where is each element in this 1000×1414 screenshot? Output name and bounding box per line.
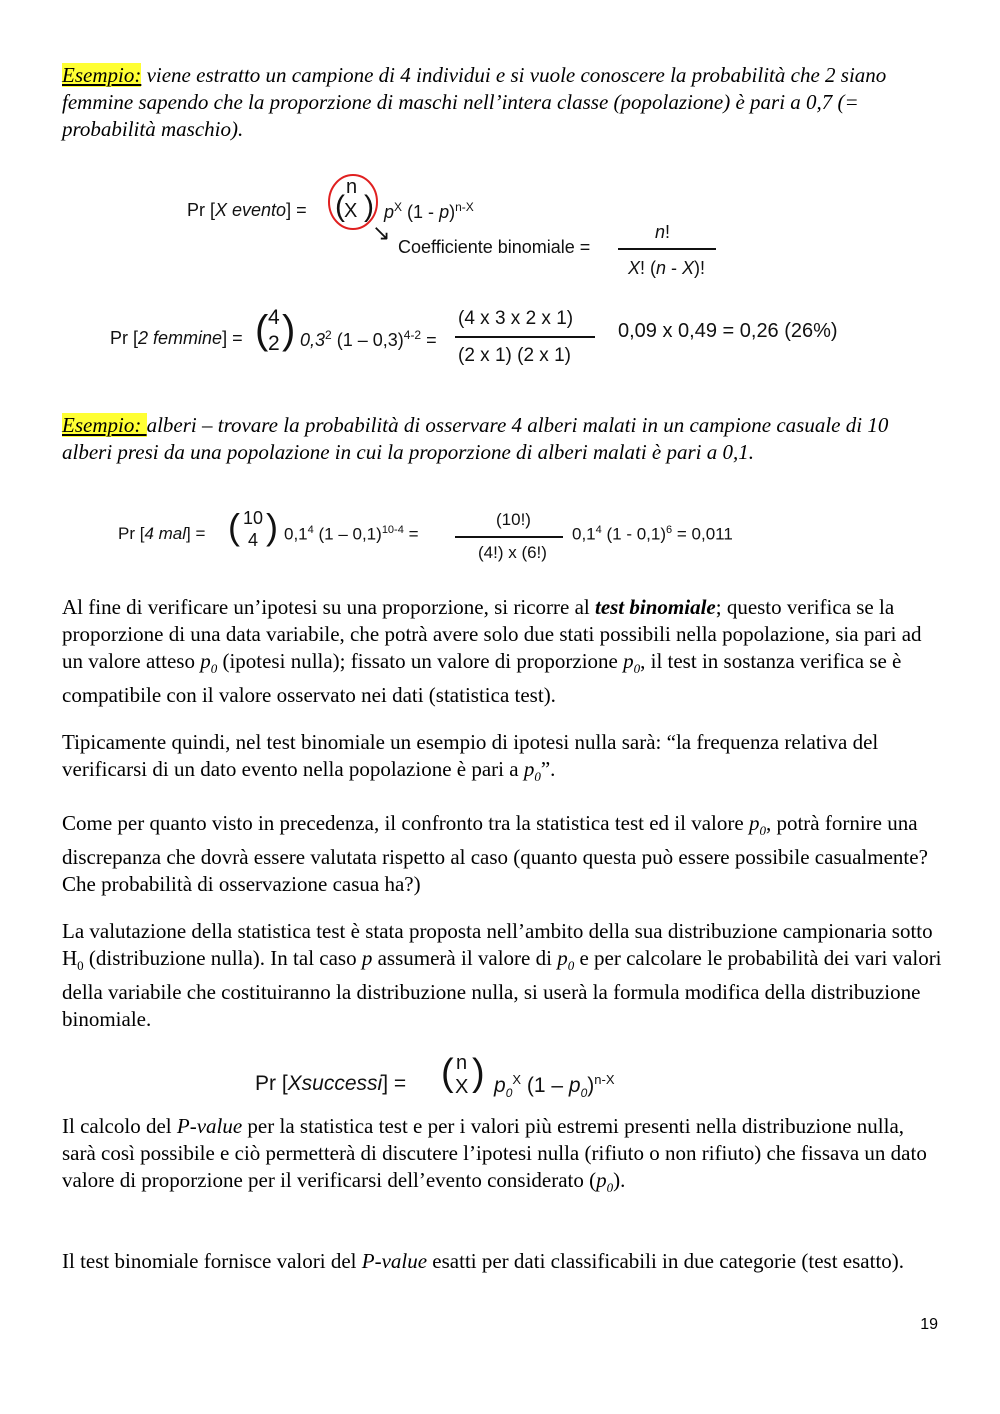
coeff-numerator-n: n: [655, 222, 666, 242]
binom-3-bottom: 4: [248, 530, 259, 550]
formula-1-p2: p: [439, 202, 450, 222]
para4-p0: p: [557, 946, 568, 970]
para4-t4: e per calcolare le probabilità dei vari valori della variabile che costituiranno la distribuzione nulla, si userà la formula modifica della distribuzione binomiale.: [62, 946, 942, 1032]
binom-4-open-paren: (: [441, 1052, 454, 1094]
formula-1-one-minus: (1 -: [407, 202, 440, 222]
para1-bold: test binomiale: [594, 595, 716, 619]
para4-t3: assumerà il valore di: [372, 946, 558, 970]
formula-2-exp2: 4-2: [403, 328, 422, 342]
binom-3-open-paren: (: [228, 506, 240, 547]
para1-t2: ; questo verifica se la proporzione di una data variabile, che potrà avere solo due stati possibili nella popolazione, sia pari ad un valore atteso: [62, 595, 922, 673]
formula-4-p0: p: [494, 1074, 506, 1097]
formula-4-lhs-prefix: Pr [: [255, 1072, 288, 1095]
para1-t1: Al fine di verificare un’ipotesi su una proporzione, si ricorre al: [62, 595, 595, 619]
formula-2-lhs-prefix: Pr [: [110, 328, 139, 348]
para2-t1: Tipicamente quindi, nel test binomiale un esempio di ipotesi nulla sarà: “la frequenza relativa del verificarsi di un dato evento nella popolazione è pari a: [62, 730, 879, 781]
example-1-label: Esempio:: [62, 63, 142, 87]
binom-1-bottom: X: [344, 200, 358, 222]
para3-p0: p: [748, 811, 760, 835]
formula-4-exp-nx: n-X: [594, 1072, 615, 1087]
formula-1-close: ): [449, 202, 456, 222]
formula-2-eq: =: [421, 330, 437, 350]
binom-3-close-paren: ): [266, 506, 278, 547]
para6-pvalue: P-value: [361, 1249, 428, 1273]
formula-1-p: p: [384, 202, 395, 222]
formula-2-lhs-suffix: ] =: [222, 328, 243, 348]
formula-3-numerator: (10!): [496, 510, 531, 529]
para5-pvalue: P-value: [176, 1114, 243, 1138]
para6-t2: esatti per dati classificabili in due categorie (test esatto).: [427, 1249, 905, 1273]
svg-text:(: (: [335, 190, 345, 223]
coeff-den-minus: -: [666, 258, 683, 278]
binom-1-top: n: [346, 176, 358, 198]
formula-3-r-end: = 0,011: [672, 524, 733, 544]
example-2-text: alberi – trovare la probabilità di osservare 4 alberi malati in un campione casuale di 10 alberi presi da una popolazione in cui la proporzione di alberi malati è pari a 0,1.: [62, 413, 889, 464]
formula-3-lhs-prefix: Pr [: [118, 524, 145, 543]
para1-p0b: p: [623, 649, 634, 673]
para5-t3: ).: [613, 1168, 626, 1192]
formula-3-r-exp1: 4: [595, 524, 602, 536]
paragraph-test-esatto: [62, 1248, 942, 1275]
formula-3-exp2: 10-4: [381, 524, 404, 536]
coefficient-label: Coefficiente binomiale =: [398, 237, 591, 257]
formula-1-exp-nx: n-X: [455, 200, 474, 214]
svg-text:): ): [364, 190, 374, 223]
formula-1-lhs-var: X evento: [215, 200, 287, 220]
binom-3-top: 10: [243, 508, 264, 528]
formula-3-base: 0,1: [284, 524, 308, 544]
formula-4-close: ): [587, 1074, 595, 1097]
para1-sub0b: 0: [633, 661, 641, 677]
formula-2-lhs-var: 2 femmine: [138, 328, 223, 348]
example-1-text: viene estratto un campione di 4 individui e si vuole conoscere la probabilità che 2 siano femmine sapendo che la proporzione di maschi nell’intera classe (popolazione) è pari a 0,7 (= probabilità maschio).: [62, 63, 887, 141]
coeff-den-end: )!: [694, 258, 706, 278]
para1-t4: , il test in sostanza verifica se è compatibile con il valore osservato nei dati (statistica test).: [62, 649, 902, 708]
formula-3-exp1: 4: [307, 524, 314, 536]
para2-p0: p: [523, 757, 535, 781]
formula-4-one-minus: (1 –: [521, 1074, 569, 1097]
para6-t1: Il test binomiale fornisce valori del: [62, 1249, 362, 1273]
formula-4-exp-x: X: [512, 1072, 522, 1087]
formula-2-exp1: 2: [325, 328, 332, 342]
formula-3-r-base: 0,1: [572, 524, 596, 544]
para3-sub0: 0: [759, 823, 766, 839]
para2-sub0: 0: [534, 769, 541, 785]
formula-1-exp-x: X: [394, 200, 403, 214]
para5-t2: per la statistica test e per i valori più estremi presenti nella distribuzione nulla, sarà così possibile e ciò permetterà di discutere l’ipotesi nulla (rifiuto o non rifiuto) che fissava un dato valore di proporzione per il verificarsi dell’evento considerato (: [62, 1114, 927, 1192]
formula-3-middle: (1 – 0,1): [313, 524, 382, 544]
binom-4-top: n: [456, 1052, 468, 1074]
para1-p0a: p: [200, 649, 211, 673]
para1-sub0a: 0: [210, 661, 218, 677]
formula-4-p0b: p: [568, 1074, 581, 1097]
para5-sub0: 0: [606, 1180, 614, 1196]
formula-2-middle: (1 – 0,3): [331, 330, 404, 350]
binom-4-bottom: X: [455, 1076, 469, 1098]
para1-t3: (ipotesi nulla); fissato un valore di proporzione: [217, 649, 624, 673]
para5-p0: p: [596, 1168, 607, 1192]
arrow-icon: ↘: [372, 220, 391, 245]
formula-3-eq: =: [403, 524, 419, 544]
formula-4-lhs-suffix: ] =: [382, 1072, 407, 1095]
formula-3-denominator: (4!) x (6!): [478, 543, 547, 562]
formula-4-lhs-var: Xsuccessi: [287, 1072, 383, 1095]
para2-t2: ”.: [540, 757, 556, 781]
para3-t1: Come per quanto visto in precedenza, il confronto tra la statistica test ed il valore: [62, 811, 749, 835]
formula-1-lhs-prefix: Pr [: [187, 200, 216, 220]
formula-2-base: 0,3: [300, 330, 326, 350]
formula-2-denominator: (2 x 1) (2 x 1): [458, 345, 571, 366]
binom-4-close-paren: ): [472, 1052, 485, 1094]
coeff-den-mid: ! (: [640, 258, 657, 278]
formula-3-lhs-var: 4 mal: [144, 524, 187, 543]
binom-2-open-paren: (: [255, 308, 269, 352]
para4-sub0: 0: [567, 958, 575, 974]
example-2-label: Esempio:: [62, 413, 147, 437]
formula-3-lhs-suffix: ] =: [186, 524, 206, 543]
coeff-den-n: n: [656, 258, 667, 278]
page-number: 19: [920, 1316, 938, 1333]
binom-2-bottom: 2: [268, 332, 280, 355]
formula-3-r-exp2: 6: [666, 524, 673, 536]
formula-4-sub0b: 0: [580, 1086, 588, 1101]
formula-2-numerator: (4 x 3 x 2 x 1): [458, 308, 574, 329]
formula-1-lhs-suffix: ] =: [286, 200, 307, 220]
formula-4-sub0: 0: [505, 1086, 513, 1101]
para3-t2: , potrà fornire una discrepanza che dovrà essere valutata rispetto al caso (quanto questa può essere possibile casualmente? Che probabilità di osservazione casua ha?): [62, 811, 928, 897]
coeff-den-x2: X: [682, 258, 695, 278]
para4-t1: La valutazione della statistica test è stata proposta nell’ambito della sua distribuzione campionaria sotto H: [62, 919, 933, 970]
binom-2-top: 4: [268, 306, 280, 329]
binom-2-close-paren: ): [282, 308, 296, 352]
para4-p: p: [361, 946, 373, 970]
coeff-den-x: X: [628, 258, 641, 278]
para4-sub: 0: [77, 958, 84, 974]
coeff-numerator-bang: !: [665, 222, 671, 242]
para5-t1: Il calcolo del: [62, 1114, 177, 1138]
formula-3-r-mid: (1 - 0,1): [601, 524, 667, 544]
formula-2-result: 0,09 x 0,49 = 0,26 (26%): [618, 320, 838, 342]
para4-t2: (distribuzione nulla). In tal caso: [83, 946, 362, 970]
paragraph-pvalue: [62, 1113, 942, 1201]
